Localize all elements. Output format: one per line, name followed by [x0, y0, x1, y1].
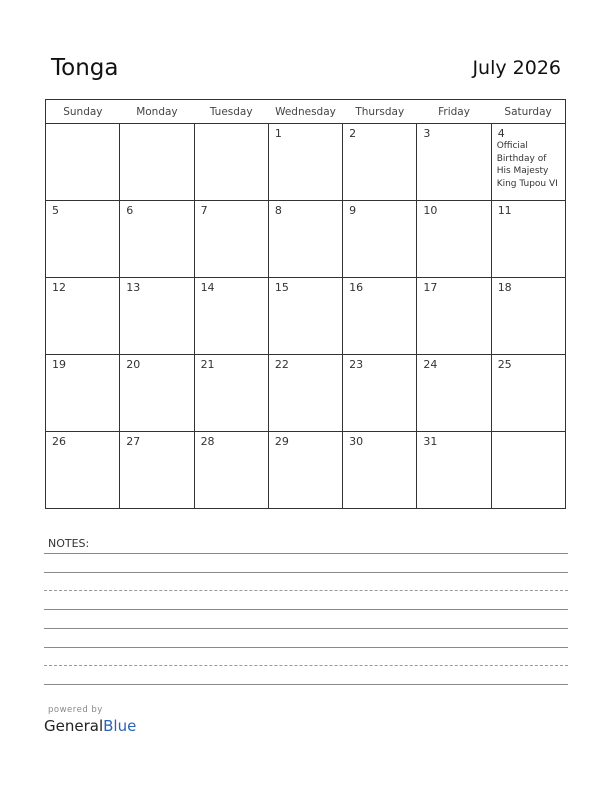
calendar-week-row	[46, 432, 566, 509]
day-number: 19	[52, 358, 66, 371]
day-number: 30	[349, 435, 364, 448]
day-number: 11	[497, 204, 512, 217]
day-number: 13	[126, 281, 141, 294]
notes-label: NOTES:	[48, 537, 90, 550]
calendar-day-cell	[417, 432, 491, 509]
weekday-thursday: Thursday	[343, 100, 417, 124]
calendar-day-cell	[491, 278, 565, 355]
day-number: 18	[497, 281, 512, 294]
calendar-day-cell	[46, 278, 120, 355]
day-number: 14	[200, 281, 215, 294]
note-line	[44, 553, 568, 554]
day-number: 26	[52, 435, 66, 448]
calendar-day-cell	[120, 432, 194, 509]
day-number: 29	[274, 435, 289, 448]
calendar-empty-cell	[491, 432, 565, 509]
calendar-week-row	[46, 124, 566, 201]
calendar-day-cell	[417, 278, 491, 355]
note-line	[44, 647, 568, 648]
note-line	[44, 590, 568, 591]
calendar-week-row	[46, 278, 566, 355]
weekday-tuesday: Tuesday	[194, 100, 268, 124]
generalblue-logo[interactable]	[44, 717, 136, 735]
day-number: 5	[52, 204, 59, 217]
day-number: 15	[274, 281, 289, 294]
day-number: 2	[349, 127, 357, 140]
note-line	[44, 665, 568, 666]
calendar-empty-cell	[194, 124, 268, 201]
day-number: 3	[423, 127, 431, 140]
weekday-monday: Monday	[120, 100, 194, 124]
holiday-event: Official Birthday of His Majesty King Tupou VI	[496, 141, 558, 189]
calendar-grid	[45, 99, 566, 509]
calendar-country: Tonga	[51, 55, 119, 81]
calendar-day-cell	[194, 432, 268, 509]
day-number: 20	[126, 358, 141, 371]
day-number: 25	[497, 358, 512, 371]
powered-by-text: powered by	[48, 705, 103, 715]
calendar-day-cell	[343, 278, 417, 355]
logo-general: General	[44, 717, 104, 735]
day-number: 10	[423, 204, 438, 217]
note-line	[44, 628, 568, 629]
calendar-day-cell	[268, 124, 342, 201]
calendar-day-cell	[491, 355, 565, 432]
day-number: 4	[497, 127, 505, 140]
calendar-day-cell	[46, 432, 120, 509]
day-number: 21	[200, 358, 215, 371]
calendar-day-cell	[46, 355, 120, 432]
day-number: 7	[200, 204, 208, 217]
calendar-day-cell	[46, 201, 120, 278]
note-line	[44, 609, 568, 610]
note-line	[44, 684, 568, 685]
day-number: 12	[52, 281, 66, 294]
calendar-day-cell	[491, 201, 565, 278]
day-number: 23	[349, 358, 364, 371]
weekday-friday: Friday	[417, 100, 491, 124]
calendar-day-cell	[194, 201, 268, 278]
calendar-day-cell	[417, 355, 491, 432]
calendar-day-cell	[343, 355, 417, 432]
calendar-day-cell	[194, 278, 268, 355]
day-number: 17	[423, 281, 438, 294]
calendar-day-cell	[120, 278, 194, 355]
calendar-day-cell	[120, 355, 194, 432]
calendar-day-cell	[343, 124, 417, 201]
calendar-day-cell	[343, 432, 417, 509]
day-number: 9	[349, 204, 357, 217]
calendar-day-cell	[120, 201, 194, 278]
day-number: 6	[126, 204, 134, 217]
calendar-day-cell	[417, 201, 491, 278]
day-number: 31	[423, 435, 438, 448]
day-number: 8	[274, 204, 282, 217]
calendar-day-cell	[268, 355, 342, 432]
day-number: 24	[423, 358, 438, 371]
weekday-header-row	[46, 100, 566, 124]
calendar-empty-cell	[46, 124, 120, 201]
calendar-month-year: July 2026	[472, 57, 561, 79]
calendar-week-row	[46, 355, 566, 432]
calendar-empty-cell	[120, 124, 194, 201]
calendar-week-row	[46, 201, 566, 278]
calendar-day-cell	[268, 278, 342, 355]
weekday-wednesday: Wednesday	[268, 100, 342, 124]
day-number: 1	[274, 127, 282, 140]
day-number: 22	[274, 358, 289, 371]
calendar-day-cell	[491, 124, 565, 201]
calendar-day-cell	[194, 355, 268, 432]
calendar-day-cell	[417, 124, 491, 201]
day-number: 27	[126, 435, 141, 448]
calendar-day-cell	[268, 201, 342, 278]
weekday-saturday: Saturday	[491, 100, 565, 124]
logo-blue: Blue	[103, 717, 137, 735]
weekday-sunday: Sunday	[46, 100, 120, 124]
note-line	[44, 572, 568, 573]
calendar-day-cell	[268, 432, 342, 509]
day-number: 16	[349, 281, 364, 294]
calendar-day-cell	[343, 201, 417, 278]
day-number: 28	[200, 435, 215, 448]
